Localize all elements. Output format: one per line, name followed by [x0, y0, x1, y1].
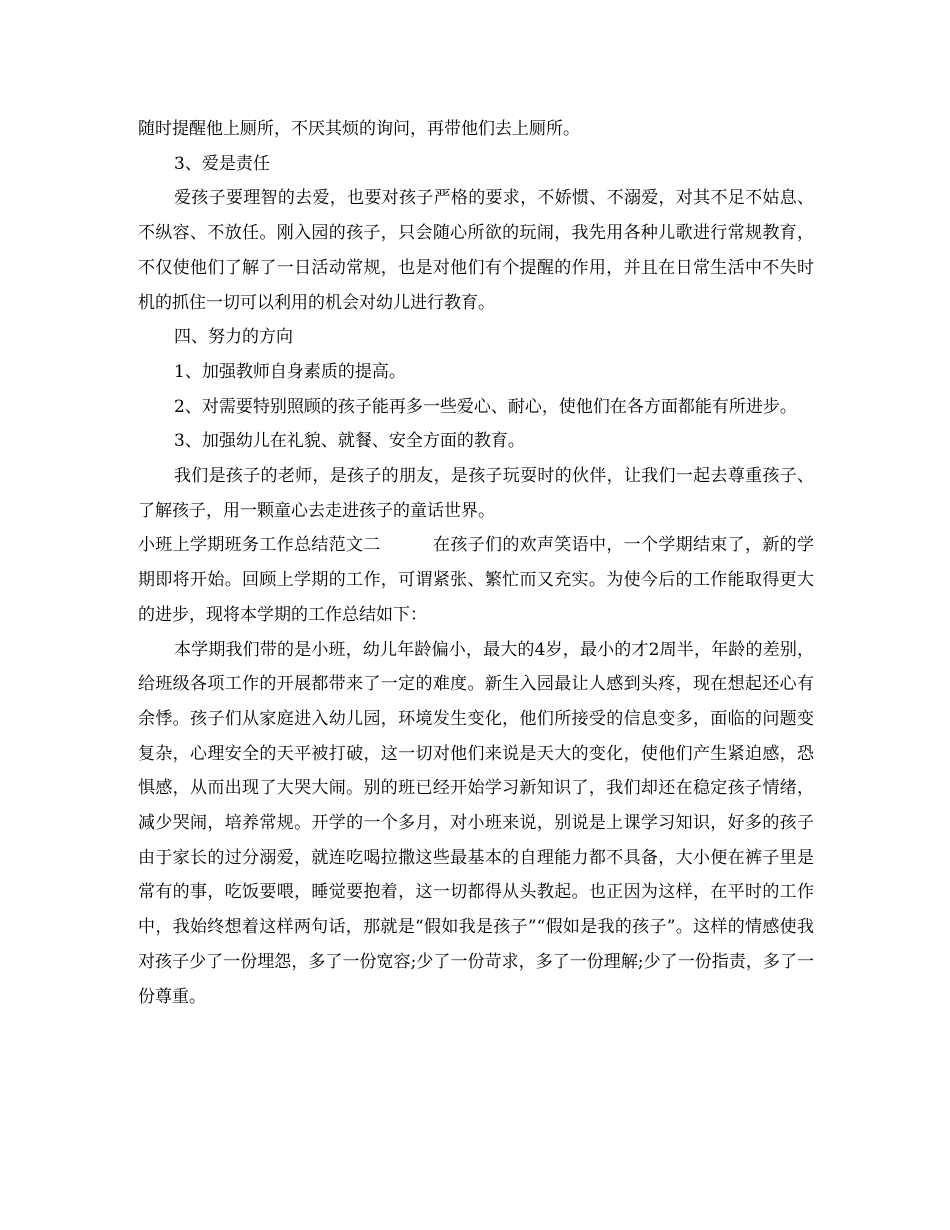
section-title: 小班上学期班务工作总结范文二 — [138, 535, 381, 556]
list-item-etiquette-education: 3、加强幼儿在礼貌、就餐、安全方面的教育。 — [174, 431, 525, 452]
paragraph-toilet-reminder: 随时提醒他上厕所，不厌其烦的询问，再带他们去上厕所。 — [138, 119, 580, 139]
paragraph-small-class-summary: 本学期我们带的是小班，幼儿年龄偏小，最大的4岁，最小的才2周半，年龄的差别，给班级各项工作的开展都带来了一定的难度。新生入园最让人感到头疼，现在想起还心有余悸。孩子们从家庭进入幼儿园，环境发生变化，他们所接受的信息变多，面临的问题变复杂，心理安全的天平被打破，这一切对他们来说是天大的变化，使他们产生紧迫感，恐惧感，从而出现了大哭大闹。别的班已经开始学习新知识了，我们却还在稳定孩子情绪，减少哭闹，培养常规。开学的一个多月，对小班来说，别说是上课学习知识，好多的孩子由于家长的过分溺爱，就连吃喝拉撒这些最基本的自理能力都不具备，大小便在裤子里是常有的事，吃饭要喂，睡觉要抱着，这一切都得从头教起。也正因为这样，在平时的工作中，我始终想着这样两句话，那就是“假如我是孩子”“假如是我的孩子”。这样的情感使我对孩子少了一份埋怨，多了一份宽容;少了一份苛求，多了一份理解;少了一份指责，多了一份尊重。 — [138, 639, 814, 1007]
section-intro-text: 在孩子们的欢声笑语中，一个学期结束了，新的学期即将开始。回顾上学期的工作，可谓紧张、繁忙而又充实。为使今后的工作能取得更大的进步，现将本学期的工作总结如下： — [138, 535, 815, 625]
paragraph-rational-love: 爱孩子要理智的去爱，也要对孩子严格的要求，不娇惯、不溺爱，对其不足不姑息、不纵容、不放任。刚入园的孩子，只会随心所欲的玩闹，我先用各种儿歌进行常规教育，不仅使他们了解了一日活动常规，也是对他们有个提醒的作用，并且在日常生活中不失时机的抓住一切可以利用的机会对幼儿进行教育。 — [138, 188, 814, 313]
heading-direction-of-effort: 四、努力的方向 — [174, 327, 293, 348]
paragraph-closing: 我们是孩子的老师，是孩子的朋友，是孩子玩耍时的伙伴，让我们一起去尊重孩子、了解孩子，用一颗童心去走进孩子的童话世界。 — [138, 466, 814, 521]
list-item-teacher-quality: 1、加强教师自身素质的提高。 — [174, 361, 406, 382]
heading-love-is-responsibility: 3、爱是责任 — [174, 153, 270, 174]
document-page — [138, 112, 814, 1014]
list-item-special-care: 2、对需要特别照顾的孩子能再多一些爱心、耐心，使他们在各方面都能有所进步。 — [174, 396, 797, 417]
section-two-intro — [138, 528, 814, 632]
